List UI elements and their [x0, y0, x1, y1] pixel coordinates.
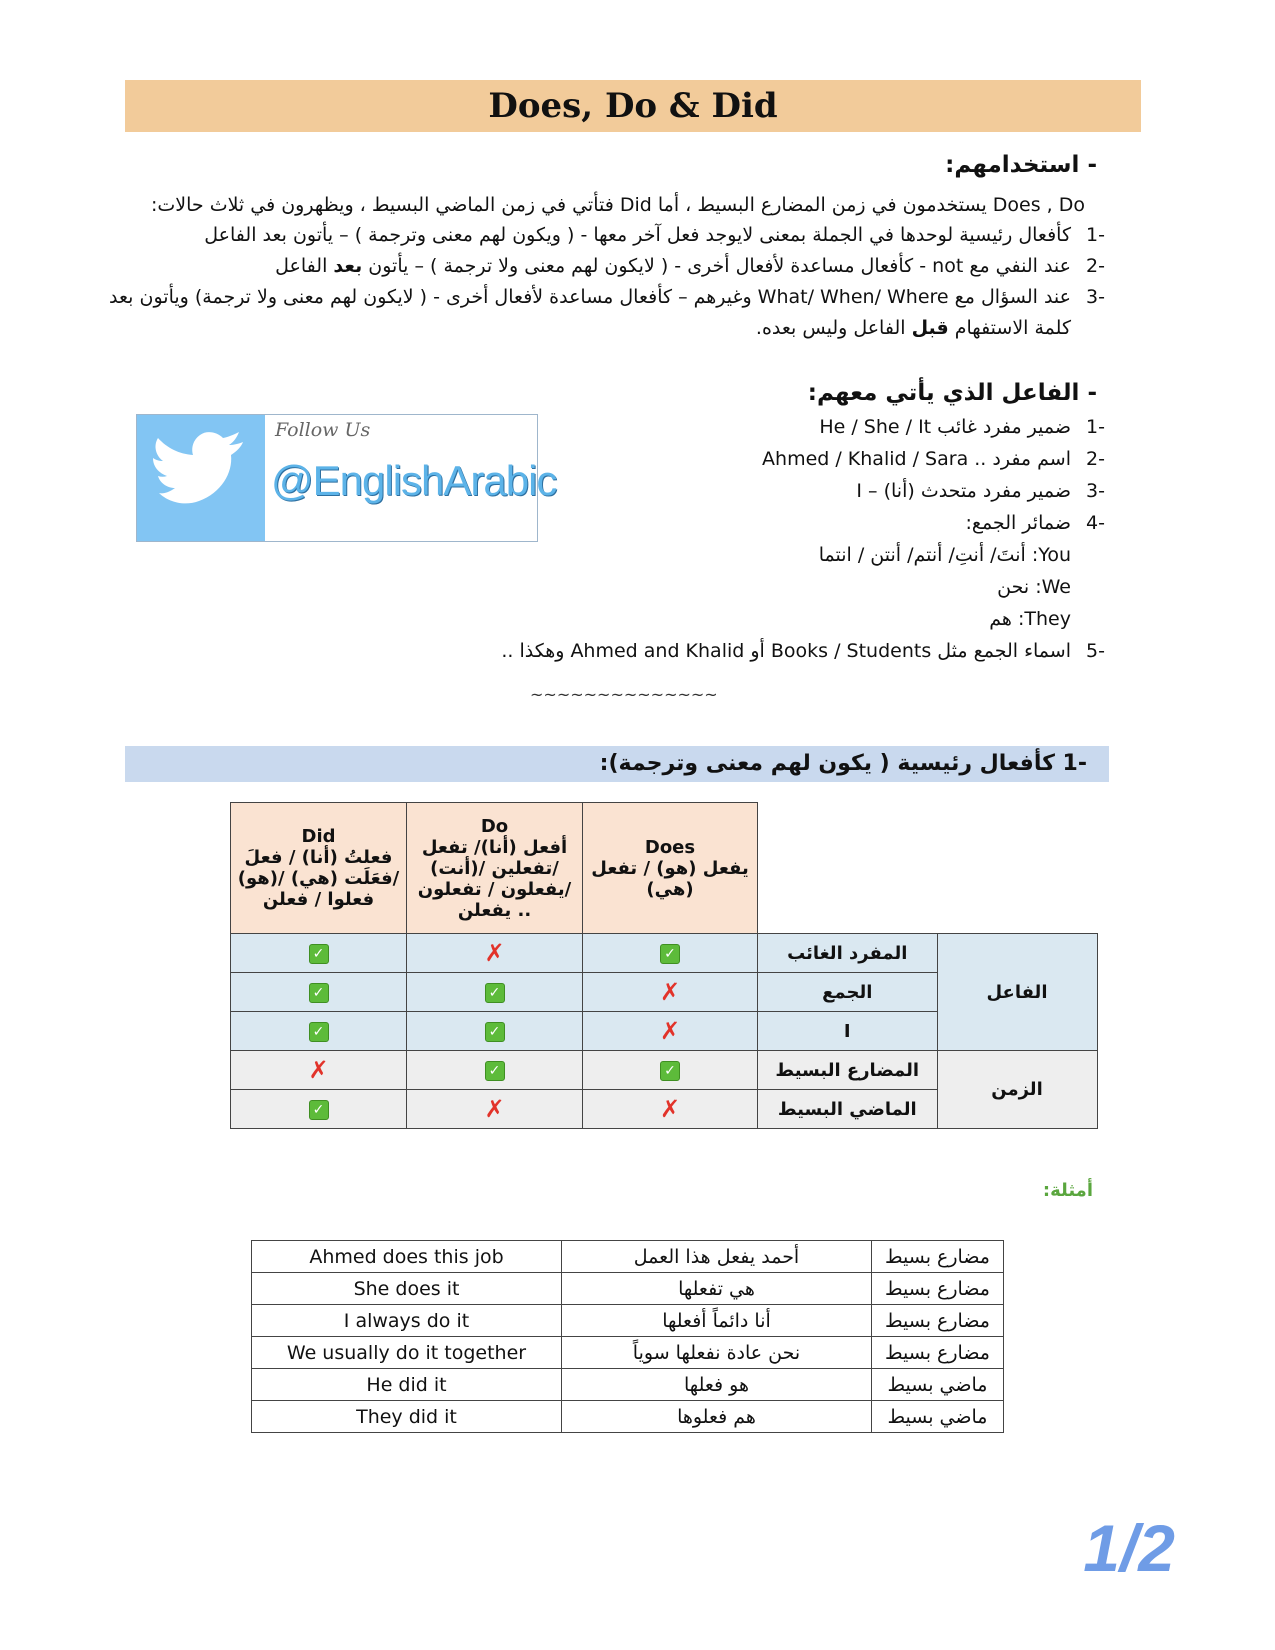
subject-item-4: [965, 512, 1105, 534]
cell-does: [583, 934, 758, 973]
item-text: ضمير مفرد متحدث (أنا) – I: [856, 480, 1071, 502]
example-ar: نحن عادة نفعلها سوياً: [562, 1337, 872, 1369]
example-en: I always do it: [252, 1305, 562, 1337]
item-number: -3: [1086, 286, 1105, 308]
example-type: مضارع بسيط: [872, 1305, 1004, 1337]
item-text: ضمائر الجمع:: [965, 512, 1071, 534]
item-text: اسماء الجمع مثل Books / Students أو Ahmed and Khalid وهكذا ..: [501, 640, 1071, 662]
page-title: Does, Do & Did: [488, 86, 778, 126]
check-icon: ✓: [485, 983, 505, 1003]
header-line: يفعل (هو) / تفعل: [591, 857, 749, 879]
cross-icon: ✗: [659, 978, 681, 1006]
cell-does: [583, 1051, 758, 1090]
item-text: عند النفي مع not - كأفعال مساعدة لأفعال أخرى - ( لايكون لهم معنى ولا ترجمة ) – يأتون: [362, 255, 1071, 277]
pronoun-ar: هم: [989, 608, 1012, 630]
header-line: فعلوا / فعلن: [262, 889, 375, 910]
example-ar: هو فعلها: [562, 1369, 872, 1401]
item-number: -4: [1086, 512, 1105, 534]
example-type: مضارع بسيط: [872, 1273, 1004, 1305]
cross-icon: ✗: [308, 1056, 329, 1084]
cell-do: [407, 973, 583, 1012]
usage-heading: - استخدامهم:: [945, 152, 1097, 178]
item-text-end: الفاعل وليس بعده.: [755, 317, 912, 339]
header-line: أفعل (أنا)/ تفعل: [421, 836, 568, 858]
row-label: I: [758, 1012, 938, 1051]
table-row: [231, 934, 1098, 973]
example-type: مضارع بسيط: [872, 1337, 1004, 1369]
header-line: فعلتُ (أنا) / فعلَ: [244, 847, 393, 868]
header-line: (أنت)/ تفعلين/: [430, 857, 559, 879]
check-icon: ✓: [660, 1061, 680, 1081]
check-icon: ✓: [309, 1100, 329, 1120]
row-label: الماضي البسيط: [758, 1090, 938, 1129]
usage-item-1: [204, 224, 1105, 246]
pronoun-en: You: [1038, 544, 1071, 566]
cell-does: [583, 1090, 758, 1129]
item-number: -5: [1086, 640, 1105, 662]
header-line: يفعلون / تفعلون/: [417, 878, 572, 900]
header-title: Did: [301, 826, 336, 847]
row-label: المضارع البسيط: [758, 1051, 938, 1090]
header-did: [231, 803, 407, 934]
item-number: -2: [1086, 448, 1105, 470]
header-title: Do: [480, 815, 509, 837]
tilde-divider: ~~~~~~~~~~~~~~: [530, 685, 718, 704]
page-number: 1/2: [1083, 1511, 1175, 1585]
header-title: Does: [644, 836, 696, 858]
check-icon: ✓: [309, 944, 329, 964]
table-row: [252, 1401, 1004, 1433]
subject-item-3: [856, 480, 1105, 502]
pronoun-they: They: هم: [989, 608, 1071, 630]
pronoun-ar: نحن: [997, 576, 1030, 598]
item-bold-word: بعد: [333, 255, 363, 277]
item-number: -3: [1086, 480, 1105, 502]
example-type: ماضي بسيط: [872, 1401, 1004, 1433]
twitter-badge: [136, 414, 557, 542]
twitter-handle: @EnglishArabic: [271, 457, 557, 504]
example-en: We usually do it together: [252, 1337, 562, 1369]
subject-item-2: [762, 448, 1105, 470]
pronoun-ar: أنتَ/ أنتِ/ أنتم/ أنتن / انتما: [818, 544, 1026, 566]
row-label: الجمع: [758, 973, 938, 1012]
section-main-verbs-bar: [125, 746, 1109, 782]
item-text: ضمير مفرد غائب He / She / It: [819, 416, 1071, 438]
example-ar: أحمد يفعل هذا العمل: [562, 1241, 872, 1273]
subject-item-5: [501, 640, 1105, 662]
group-label-tense: الزمن: [937, 1051, 1097, 1129]
cell-do: [407, 1012, 583, 1051]
section-main-verbs-heading: -1 كأفعال رئيسية ( يكون لهم معنى وترجمة):: [599, 751, 1087, 776]
item-text: كلمة الاستفهام: [948, 317, 1071, 339]
item-bold-word: قبل: [911, 317, 949, 339]
item-text: عند السؤال مع What/ When/ Where وغيرهم – كأفعال مساعدة لأفعال أخرى - ( لايكون لهم معنى ولا ترجمة) ويأتون بعد: [109, 286, 1071, 308]
example-ar: أنا دائماً أفعلها: [562, 1305, 872, 1337]
table-row: [252, 1369, 1004, 1401]
example-type: ماضي بسيط: [872, 1369, 1004, 1401]
cross-icon: ✗: [659, 1017, 681, 1045]
subject-heading: - الفاعل الذي يأتي معهم:: [807, 380, 1097, 406]
cell-does: [583, 1012, 758, 1051]
cross-icon: ✗: [659, 1095, 681, 1123]
cell-do: [407, 1090, 583, 1129]
header-does: [583, 803, 758, 934]
cell-did: [231, 973, 407, 1012]
cell-did: [231, 1051, 407, 1090]
cell-do: [407, 934, 583, 973]
example-ar: هي تفعلها: [562, 1273, 872, 1305]
table-row: [252, 1241, 1004, 1273]
usage-item-3-continued: [756, 317, 1071, 339]
usage-table: [230, 802, 1098, 1129]
check-icon: ✓: [660, 944, 680, 964]
check-icon: ✓: [485, 1061, 505, 1081]
example-type: مضارع بسيط: [872, 1241, 1004, 1273]
example-en: She does it: [252, 1273, 562, 1305]
pronoun-en: They: [1024, 608, 1071, 630]
twitter-bird-icon: [137, 415, 265, 541]
cross-icon: ✗: [484, 939, 505, 967]
header-line: (هو)/ فعَلَت (هي)/: [237, 868, 400, 889]
pronoun-you: You: أنتَ/ أنتِ/ أنتم/ أنتن / انتما: [818, 544, 1071, 566]
item-text: اسم مفرد .. Ahmed / Khalid / Sara: [762, 448, 1071, 470]
table-row: [252, 1337, 1004, 1369]
check-icon: ✓: [309, 983, 329, 1003]
item-text: كأفعال رئيسية لوحدها في الجملة بمعنى لايوجد فعل آخر معها - ( ويكون لهم معنى وترجمة ) – يأتون بعد الفاعل: [204, 224, 1071, 246]
cell-did: [231, 1090, 407, 1129]
pronoun-en: We: [1041, 576, 1071, 598]
pronoun-we: We: نحن: [997, 576, 1071, 598]
cell-did: [231, 1012, 407, 1051]
check-icon: ✓: [485, 1022, 505, 1042]
cell-did: [231, 934, 407, 973]
empty-corner: [937, 803, 1097, 934]
empty-corner: [758, 803, 938, 934]
header-line: (هي): [646, 878, 694, 900]
usage-item-2: [275, 255, 1105, 277]
example-ar: هم فعلوها: [562, 1401, 872, 1433]
examples-table: [251, 1240, 1004, 1433]
item-number: -2: [1086, 255, 1105, 277]
row-label: المفرد الغائب: [758, 934, 938, 973]
table-row: [231, 1051, 1098, 1090]
subject-item-1: [819, 416, 1105, 438]
cell-do: [407, 1051, 583, 1090]
item-text-end: الفاعل: [275, 255, 334, 277]
example-en: Ahmed does this job: [252, 1241, 562, 1273]
cell-does: [583, 973, 758, 1012]
header-line: يفعلن ..: [457, 899, 532, 921]
examples-label: أمثلة:: [1042, 1180, 1093, 1201]
usage-intro: Does , Do يستخدمون في زمن المضارع البسيط ، أما Did فتأتي في زمن الماضي البسيط ، ويظهرون في ثلاث حالات:: [151, 194, 1085, 216]
cross-icon: ✗: [484, 1095, 505, 1123]
table-row: [252, 1273, 1004, 1305]
group-label-subject: الفاعل: [937, 934, 1097, 1051]
table-row: [252, 1305, 1004, 1337]
check-icon: ✓: [309, 1022, 329, 1042]
follow-us-text: Follow Us: [275, 419, 371, 441]
item-number: -1: [1086, 224, 1105, 246]
item-number: -1: [1086, 416, 1105, 438]
usage-item-3: [109, 286, 1105, 308]
example-en: They did it: [252, 1401, 562, 1433]
example-en: He did it: [252, 1369, 562, 1401]
header-do: [407, 803, 583, 934]
title-bar: [125, 80, 1141, 132]
